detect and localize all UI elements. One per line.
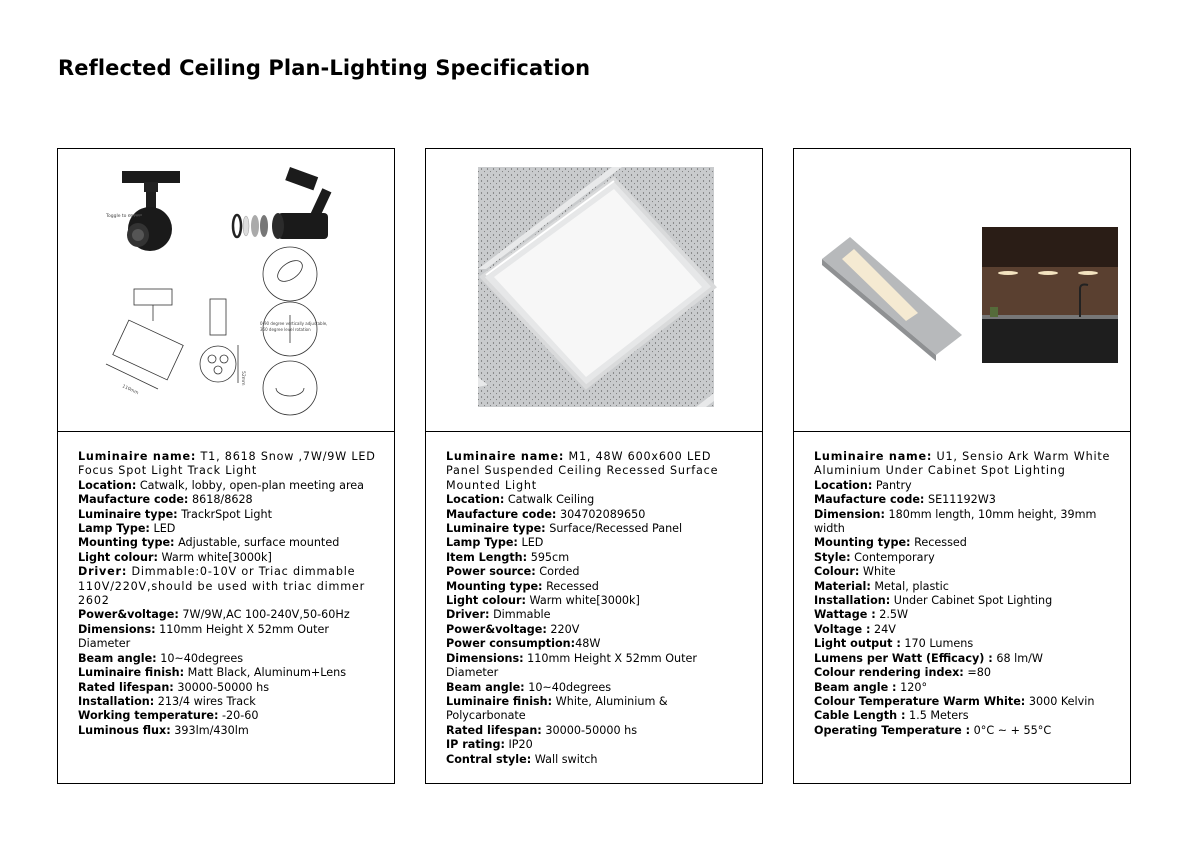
spec-value: 30000-50000 hs: [541, 723, 638, 737]
spec-label: Material:: [814, 579, 871, 593]
spec-row: [446, 753, 748, 767]
spec-value: 3000 Kelvin: [1025, 694, 1095, 708]
spec-row: [446, 565, 748, 579]
spec-label: Colour Temperature Warm White:: [814, 694, 1026, 708]
track-spot-drawing: [58, 149, 394, 432]
spec-label: Voltage :: [814, 622, 871, 636]
spec-value: Metal, plastic: [870, 579, 949, 593]
spec-value: 7W/9W,AC 100-240V,50-60Hz: [178, 608, 350, 622]
spec-label: Mounting type:: [814, 536, 911, 550]
spec-label: Cable Length :: [814, 709, 906, 723]
spec-value: =80: [963, 666, 991, 680]
spec-value: 0°C ~ + 55°C: [970, 723, 1052, 737]
spec-value: Adjustable, surface mounted: [174, 536, 340, 550]
spec-row: [446, 508, 748, 522]
spec-label: Item Length:: [446, 550, 528, 564]
dim-label-a: 110mm: [121, 384, 140, 397]
spec-value: Contemporary: [850, 550, 935, 564]
spec-label: Wattage :: [814, 608, 876, 622]
spec-label: Luminous flux:: [78, 723, 171, 737]
spec-value: Dimmable: [489, 608, 551, 622]
spec-label: Dimensions:: [78, 622, 156, 636]
spec-label: Power source:: [446, 565, 536, 579]
spec-label: Power&voltage:: [78, 608, 179, 622]
spec-label: Light colour:: [78, 550, 158, 564]
spec-label: Mounting type:: [446, 579, 543, 593]
spec-value: 170 Lumens: [900, 637, 974, 651]
spec-row: [78, 695, 380, 709]
spec-label: Operating Temperature :: [814, 723, 971, 737]
spec-label: Luminaire type:: [78, 507, 178, 521]
spec-row: [446, 522, 748, 536]
spec-row: [814, 479, 1116, 493]
spec-row: [446, 695, 748, 724]
spec-row: [814, 709, 1116, 723]
spec-label: Beam angle:: [446, 680, 525, 694]
spec-label: Power&voltage:: [446, 622, 547, 636]
spec-row: [446, 594, 748, 608]
spec-label: Colour rendering index:: [814, 666, 964, 680]
spec-value: LED: [517, 536, 544, 550]
spec-row: [78, 551, 380, 565]
spec-label: Maufacture code:: [814, 493, 925, 507]
spec-label: Location:: [814, 478, 873, 492]
spec-value: White: [859, 565, 896, 579]
spec-value: Catwalk, lobby, open-plan meeting area: [136, 478, 365, 492]
spec-label: Maufacture code:: [78, 493, 189, 507]
spec-value: 30000-50000 hs: [173, 680, 270, 694]
spec-value: T1, 8618 Snow ,7W/9W LED Focus Spot Light Track Light: [78, 450, 376, 478]
product-image-led-panel: [426, 149, 762, 432]
spec-row: [814, 450, 1116, 479]
spec-label: Luminaire name:: [814, 450, 933, 463]
spec-value: 304702089650: [556, 507, 646, 521]
spec-value: 595cm: [527, 550, 570, 564]
spec-row: [814, 551, 1116, 565]
spec-row: [446, 493, 748, 507]
spec-value: Recessed: [542, 579, 599, 593]
spec-list-m1: [446, 450, 748, 767]
spec-row: [78, 493, 380, 507]
spec-value: 220V: [546, 622, 580, 636]
spec-row: [446, 738, 748, 752]
spec-row: [814, 594, 1116, 608]
spec-row: [814, 623, 1116, 637]
spec-card-t1: [57, 148, 395, 784]
spec-value: Pantry: [872, 478, 912, 492]
spec-label: Luminaire finish:: [78, 666, 185, 680]
spec-label: Light colour:: [446, 594, 526, 608]
spec-label: Luminaire name:: [446, 450, 565, 463]
spec-value: 48W: [575, 637, 601, 651]
spec-value: Recessed: [910, 536, 967, 550]
spec-row: [446, 652, 748, 681]
product-image-track-spot: [58, 149, 394, 432]
spec-row: [814, 508, 1116, 537]
spec-label: Power consumption:: [446, 637, 576, 651]
spec-row: [78, 479, 380, 493]
spec-label: Contral style:: [446, 752, 532, 766]
spec-row: [446, 536, 748, 550]
spec-row: [446, 681, 748, 695]
spec-value: 2.5W: [875, 608, 909, 622]
spec-row: [446, 623, 748, 637]
page-title: Reflected Ceiling Plan-Lighting Specification: [58, 56, 591, 80]
spec-card-u1: [793, 148, 1131, 784]
spec-label: Driver:: [78, 565, 128, 579]
spec-row: [78, 450, 380, 479]
spec-value: 393lm/430lm: [170, 723, 249, 737]
spec-row: [814, 666, 1116, 680]
spec-label: Rated lifespan:: [446, 723, 542, 737]
spec-value: IP20: [504, 738, 533, 752]
spec-value: 1.5 Meters: [905, 709, 969, 723]
spec-value: Corded: [535, 565, 580, 579]
spec-row: [78, 508, 380, 522]
spec-value: Under Cabinet Spot Lighting: [890, 594, 1053, 608]
spec-row: [814, 608, 1116, 622]
spec-row: [814, 637, 1116, 651]
spec-label: Driver:: [446, 608, 490, 622]
spec-label: Luminaire type:: [446, 522, 546, 536]
spec-row: [446, 724, 748, 738]
spec-value: Surface/Recessed Panel: [545, 522, 683, 536]
spec-value: Warm white[3000k]: [157, 550, 272, 564]
spec-list-u1: [814, 450, 1116, 738]
spec-value: 68 lm/W: [992, 651, 1043, 665]
dim-label-b: 52mm: [240, 371, 245, 386]
under-cabinet-photos: [794, 149, 1130, 432]
spec-row: [446, 450, 748, 493]
spec-row: [78, 536, 380, 550]
spec-value: 10~40degrees: [524, 680, 612, 694]
spec-row: [78, 709, 380, 723]
spec-label: Installation:: [814, 594, 891, 608]
spec-row: [814, 652, 1116, 666]
spec-value: M1, 48W 600x600 LED Panel Suspended Ceiling Recessed Surface Mounted Light: [446, 450, 719, 492]
spec-label: Mounting type:: [78, 536, 175, 550]
spec-value: 180mm length, 10mm height, 39mm width: [814, 507, 1097, 536]
spec-value: SE11192W3: [924, 493, 996, 507]
led-panel-photo: [426, 149, 762, 432]
spec-value: Warm white[3000k]: [525, 594, 640, 608]
spec-value: Dimmable:0-10V or Triac dimmable 110V/220V,should be used with triac dimmer 2602: [78, 565, 365, 608]
spec-label: Lamp Type:: [446, 536, 518, 550]
spec-label: Location:: [78, 478, 137, 492]
spec-row: [78, 724, 380, 738]
spec-label: Luminaire name:: [78, 450, 197, 463]
spec-row: [814, 724, 1116, 738]
spec-label: Beam angle :: [814, 680, 897, 694]
spec-row: [446, 608, 748, 622]
spec-value: U1, Sensio Ark Warm White Aluminium Under Cabinet Spot Lighting: [814, 450, 1111, 478]
spec-label: Dimensions:: [446, 651, 524, 665]
spec-row: [78, 522, 380, 536]
spec-row: [78, 608, 380, 622]
spec-value: 120°: [896, 680, 928, 694]
toggle-label: Toggle to cover: [106, 214, 141, 219]
spec-row: [446, 637, 748, 651]
spec-row: [446, 580, 748, 594]
spec-list-t1: [78, 450, 380, 738]
spec-row: [814, 681, 1116, 695]
spec-value: 10~40degrees: [156, 651, 244, 665]
spec-label: Installation:: [78, 694, 155, 708]
spec-value: TrackrSpot Light: [177, 507, 272, 521]
product-image-under-cabinet: [794, 149, 1130, 432]
spec-value: LED: [149, 522, 176, 536]
spec-row: [814, 536, 1116, 550]
spec-label: Rated lifespan:: [78, 680, 174, 694]
spec-value: Catwalk Ceiling: [504, 493, 595, 507]
spec-label: Luminaire finish:: [446, 694, 553, 708]
spec-label: Maufacture code:: [446, 507, 557, 521]
spec-card-m1: [425, 148, 763, 784]
spec-label: Light output :: [814, 637, 901, 651]
spec-row: [814, 695, 1116, 709]
spec-label: IP rating:: [446, 738, 505, 752]
spec-row: [814, 565, 1116, 579]
spec-label: Beam angle:: [78, 651, 157, 665]
spec-row: [78, 565, 380, 608]
spec-label: Location:: [446, 493, 505, 507]
spec-row: [446, 551, 748, 565]
spec-value: 110mm Height X 52mm Outer Diameter: [78, 622, 329, 651]
spec-value: 24V: [870, 622, 896, 636]
spec-row: [78, 666, 380, 680]
spec-label: Lumens per Watt (Efficacy) :: [814, 651, 993, 665]
rotate-note-2: 360 degree level rotation: [260, 327, 311, 332]
spec-value: Matt Black, Aluminum+Lens: [184, 666, 347, 680]
rotate-note-1: 0-90 degree vertically adjustable,: [260, 321, 328, 326]
spec-value: 8618/8628: [188, 493, 253, 507]
spec-value: 110mm Height X 52mm Outer Diameter: [446, 651, 697, 680]
spec-value: 213/4 wires Track: [154, 694, 256, 708]
spec-label: Dimension:: [814, 507, 885, 521]
spec-row: [78, 623, 380, 652]
spec-value: Wall switch: [531, 752, 598, 766]
spec-label: Style:: [814, 550, 851, 564]
spec-label: Colour:: [814, 565, 860, 579]
spec-value: White, Aluminium & Polycarbonate: [446, 694, 668, 723]
spec-row: [814, 580, 1116, 594]
spec-value: -20-60: [218, 709, 259, 723]
spec-label: Working temperature:: [78, 709, 219, 723]
spec-row: [78, 681, 380, 695]
spec-row: [814, 493, 1116, 507]
spec-row: [78, 652, 380, 666]
spec-label: Lamp Type:: [78, 522, 150, 536]
